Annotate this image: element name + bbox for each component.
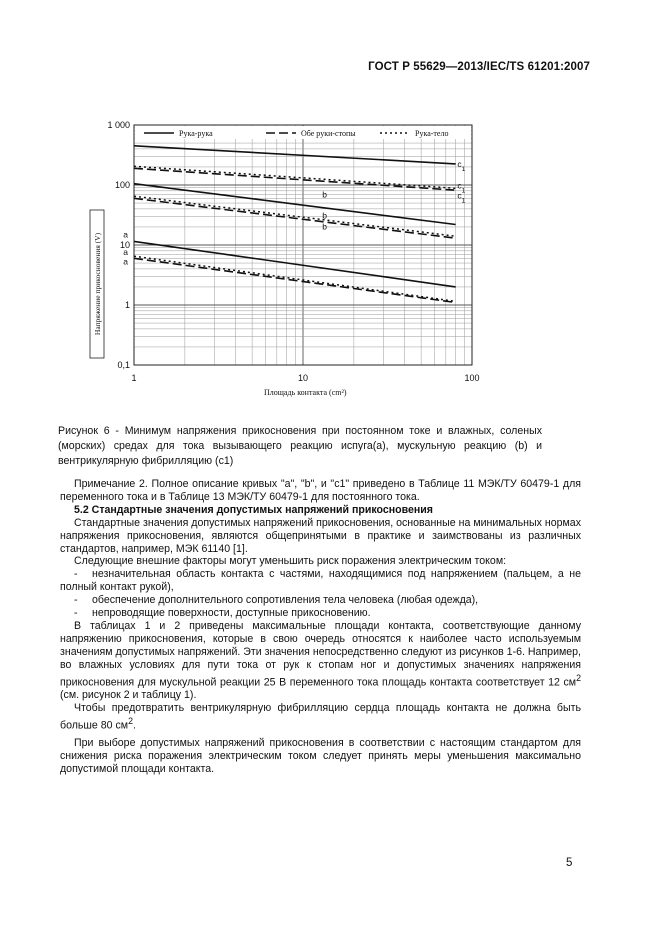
- paragraph-standard-values: Стандартные значения допустимых напряжений прикосновения, основанные на минимальных нормах напряжения прикосновения, являются общепринятыми в практике и заимствованы из различных стандартов, например, МЭК 61140 [1].: [60, 516, 581, 555]
- legend-label: Рука-тело: [415, 129, 449, 138]
- y-tick-label: 10: [119, 240, 130, 250]
- y-axis-label: Напряжение прикосновения (V): [93, 232, 102, 336]
- curve-label-c1: $c_1$: [457, 190, 466, 204]
- document-code-header: ГОСТ Р 55629—2013/IEC/TS 61201:2007: [368, 61, 590, 73]
- paragraph-tables: В таблицах 1 и 2 приведены максимальные площади контакта, соответствующие данному напряжению прикосновения, которые в свою очередь относятся к наиболее часто используемым значениям допустимых напряжений. Эти значения непосредственно следуют из рисунков 1-6. Например, во влажных условиях для пути тока от рук к стопам ног и допустимых значениях напряжения прикосновения для мускульной реакции 25 В переменного тока площадь контакта соответствует 12 $см^2$ (см. рисунок 2 и таблицу 1).: [60, 619, 581, 702]
- curve-label-b: b: [322, 210, 327, 221]
- bullet-item: - обеспечение дополнительного сопротивления тела человека (любая одежда),: [74, 594, 479, 607]
- curve-label-a: a: [123, 229, 128, 240]
- curve-label-c1: $c_1$: [457, 158, 466, 173]
- curve-label-b: b: [322, 221, 327, 232]
- note-paragraph: Примечание 2. Полное описание кривых "a", "b", и "c1" приведено в Таблице 11 МЭК/ТУ 60479-1 для переменного тока и в Таблице 13 МЭК/ТУ 60479-1 для постоянного тока.: [60, 478, 581, 503]
- y-tick-label: 100: [114, 180, 130, 190]
- bullet-item: - непроводящие поверхности, доступные прикосновению.: [74, 607, 371, 620]
- paragraph-external-factors: Следующие внешние факторы могут уменьшить риск поражения электрическим током:: [74, 555, 507, 568]
- paragraph-selection: При выборе допустимых напряжений прикосновения в соответствии с настоящим стандартом для снижения риска поражения электрическим током следует принять меры уменьшения максимально допустимой площади контакта.: [60, 737, 581, 776]
- curve-label-a: a: [123, 256, 128, 267]
- y-tick-label: 0,1: [117, 360, 130, 370]
- curve-label-b: b: [322, 189, 327, 200]
- y-tick-label: 1: [124, 300, 130, 310]
- series-line-dashed-c1: [134, 168, 456, 190]
- curve-label-a: a: [123, 247, 128, 258]
- legend-label: Рука-рука: [179, 129, 213, 138]
- figure-caption: Рисунок 6 - Минимум напряжения прикосновения при постоянном токе и влажных, соленых (морских) средах для тока вызывающего реакцию испуга(а), мускульную реакцию (b) и вентрикулярную фибрилляцию (с1): [58, 425, 542, 467]
- document-body: [60, 478, 581, 776]
- x-tick-label: 1: [131, 373, 137, 383]
- touch-voltage-chart: [88, 116, 488, 398]
- x-tick-label: 100: [464, 373, 480, 383]
- legend-label: Обе руки-стопы: [301, 129, 356, 138]
- x-tick-label: 10: [297, 373, 309, 383]
- paragraph-fibrillation: Чтобы предотвратить вентрикулярную фибрилляцию сердца площадь контакта не должна быть больше 80 $см^2$.: [60, 701, 581, 732]
- series-line-solid-c1: [134, 146, 456, 164]
- page-number: 5: [566, 857, 573, 869]
- x-axis-label: Площадь контакта (cm²): [264, 388, 347, 397]
- y-tick-label: 1 000: [107, 120, 130, 130]
- section-heading: 5.2 Стандартные значения допустимых напряжений прикосновения: [74, 503, 433, 516]
- curve-label-c1: $c_1$: [457, 180, 466, 194]
- bullet-item: - незначительная область контакта с частями, находящимися под напряжением (пальцем, а не полный контакт рукой),: [60, 568, 581, 594]
